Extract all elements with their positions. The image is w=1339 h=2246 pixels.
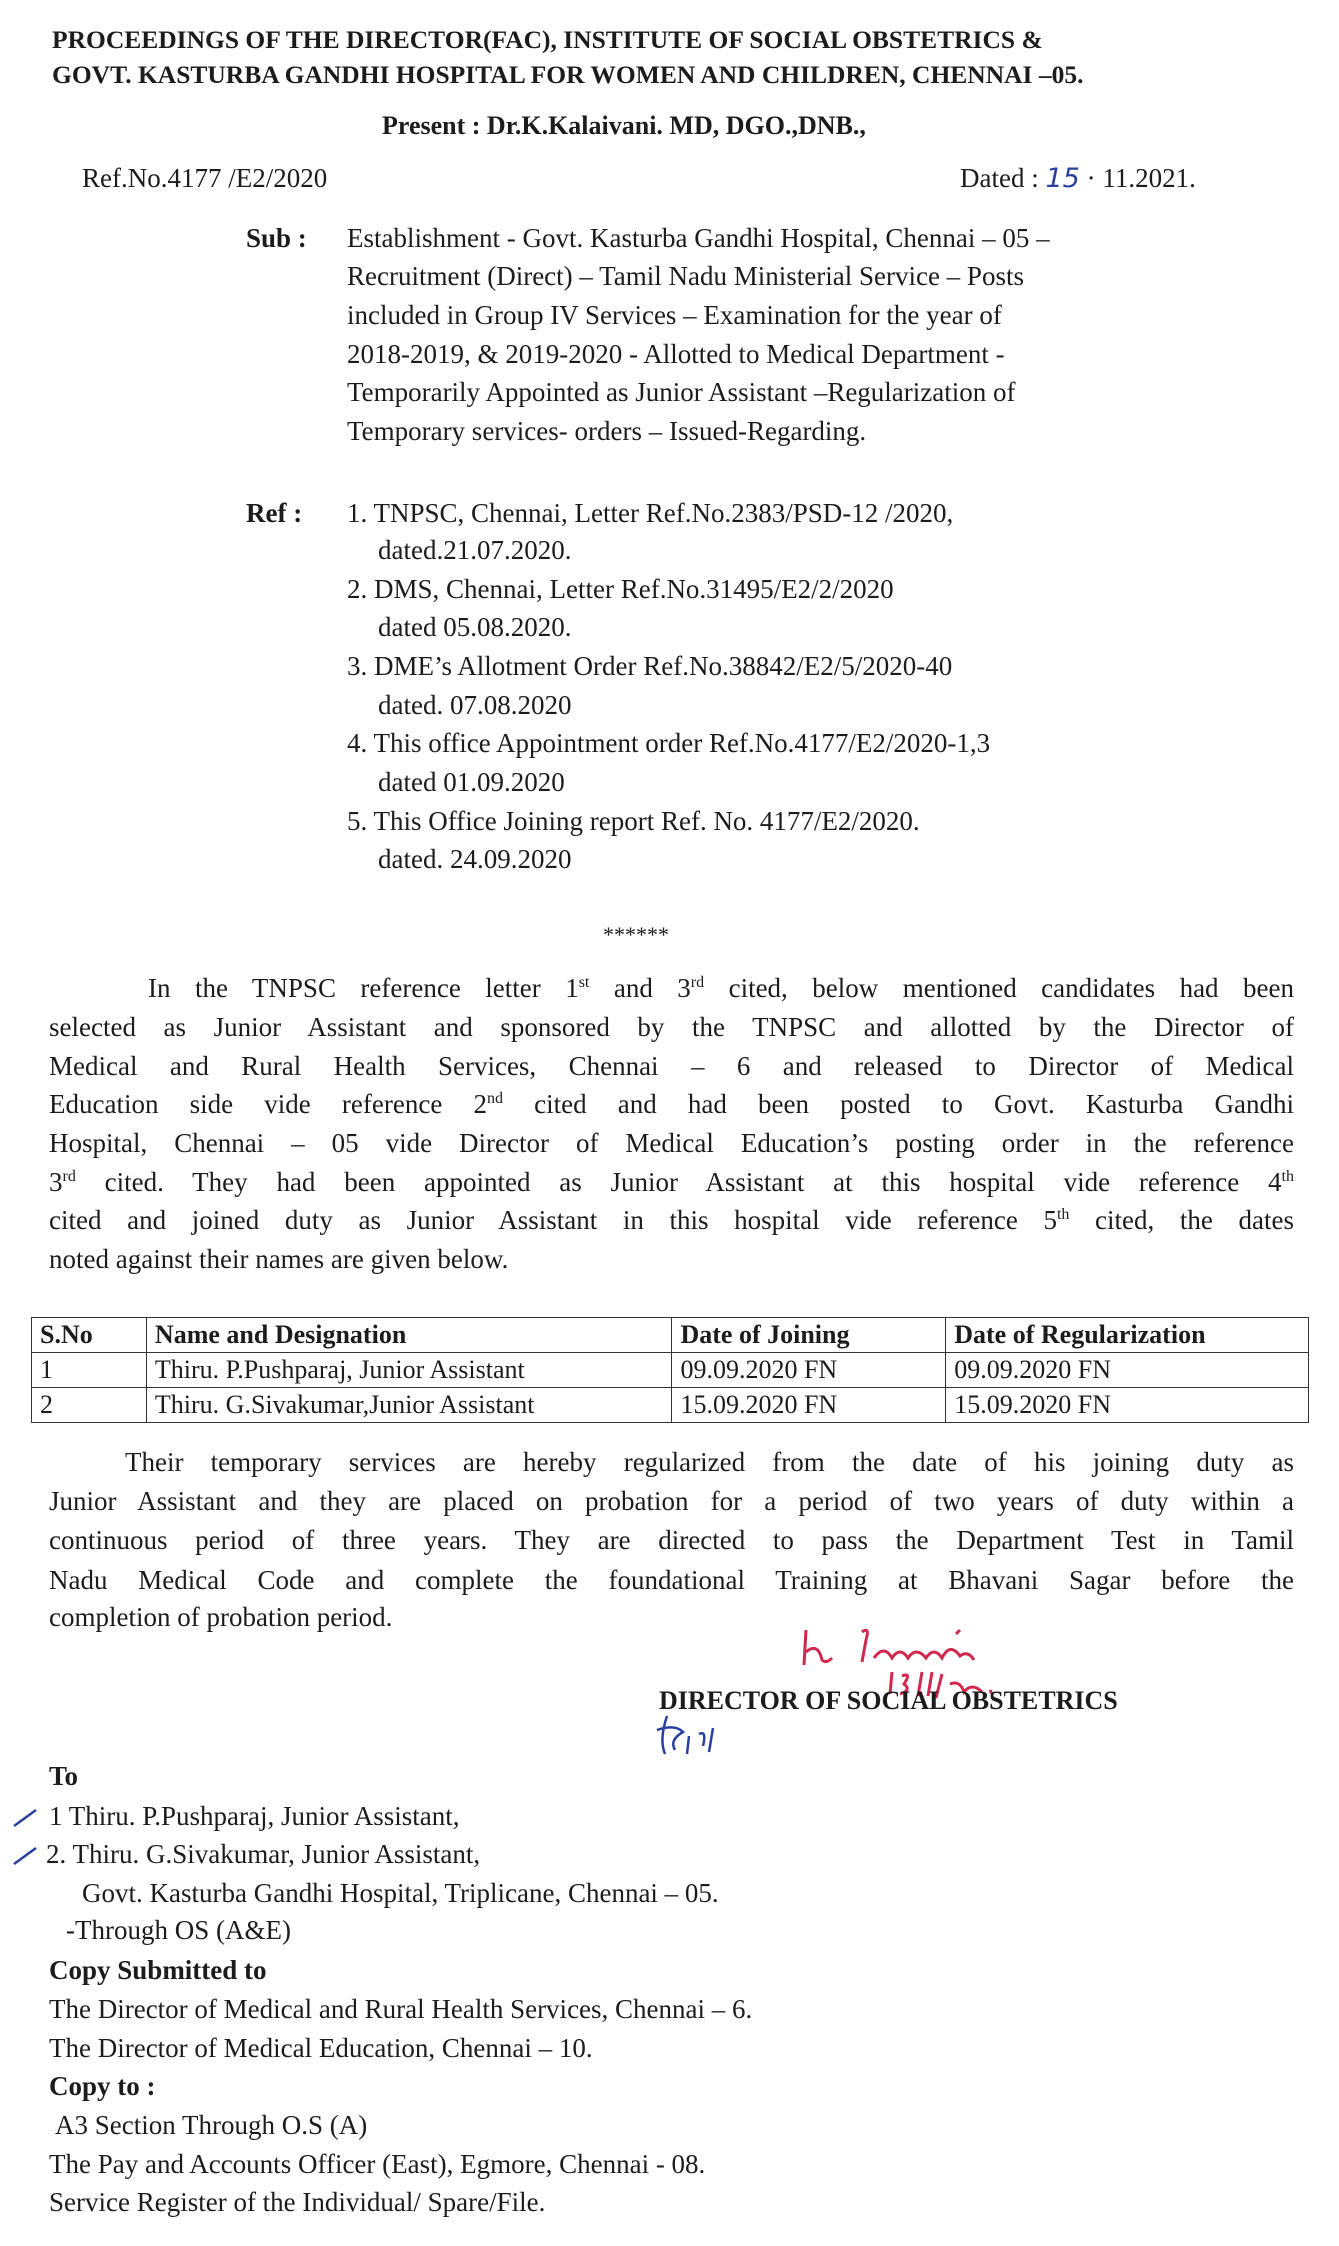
- copy-to-line: A3 Section Through O.S (A): [55, 2110, 368, 2140]
- reference-item-date: dated.21.07.2020.: [378, 535, 572, 565]
- cell-joining: 09.09.2020 FN: [672, 1353, 946, 1388]
- reference-item: 4. This office Appointment order Ref.No.4177/E2/2020-1,3: [347, 728, 991, 758]
- header-regularization: Date of Regularization: [946, 1318, 1309, 1353]
- table-row: [32, 1388, 1309, 1423]
- subject-line: Temporarily Appointed as Junior Assistant –Regularization of: [347, 377, 1016, 407]
- tick-mark-icon: [10, 1806, 40, 1830]
- reference-item-date: dated. 24.09.2020: [378, 844, 572, 874]
- paragraph-line: Medical and Rural Health Services, Chennai – 6 and released to Director of Medical: [49, 1051, 1294, 1081]
- candidates-table: [31, 1317, 1309, 1423]
- cell-regularization: 15.09.2020 FN: [946, 1388, 1309, 1423]
- dated-day-handwritten: 15: [1045, 163, 1080, 194]
- dated-label: Dated :: [960, 163, 1039, 193]
- table-row: [32, 1353, 1309, 1388]
- reference-item: 1. TNPSC, Chennai, Letter Ref.No.2383/PSD-12 /2020,: [347, 498, 954, 528]
- paragraph-line: selected as Junior Assistant and sponsored by the TNPSC and allotted by the Director of: [49, 1012, 1294, 1042]
- reference-item: 2. DMS, Chennai, Letter Ref.No.31495/E2/2/2020: [347, 574, 894, 604]
- paragraph-line: continuous period of three years. They are directed to pass the Department Test in Tamil: [49, 1525, 1294, 1555]
- subject-line: included in Group IV Services – Examination for the year of: [347, 300, 1002, 330]
- paragraph-line: cited and joined duty as Junior Assistant in this hospital vide reference 5th cited, the dates: [49, 1205, 1294, 1235]
- copy-to-line: Service Register of the Individual/ Spare/File.: [49, 2187, 546, 2217]
- to-line: Govt. Kasturba Gandhi Hospital, Triplicane, Chennai – 05.: [82, 1878, 719, 1908]
- copy-to-label: Copy to :: [49, 2071, 156, 2101]
- paragraph-line: noted against their names are given below.: [49, 1244, 509, 1274]
- header-joining: Date of Joining: [672, 1318, 946, 1353]
- signatory-title: DIRECTOR OF SOCIAL OBSTETRICS: [659, 1686, 1118, 1715]
- paragraph-line: completion of probation period.: [49, 1602, 393, 1632]
- reference-item-date: dated 01.09.2020: [378, 767, 565, 797]
- cell-sno: 1: [32, 1353, 147, 1388]
- to-line: 2. Thiru. G.Sivakumar, Junior Assistant,: [46, 1839, 481, 1869]
- header-line-1: PROCEEDINGS OF THE DIRECTOR(FAC), INSTITUTE OF SOCIAL OBSTETRICS &: [52, 25, 1043, 54]
- dated: [960, 163, 1196, 194]
- paragraph-line: Education side vide reference 2nd cited and had been posted to Govt. Kasturba Gandhi: [49, 1089, 1294, 1119]
- subject-line: Recruitment (Direct) – Tamil Nadu Ministerial Service – Posts: [347, 261, 1024, 291]
- ref-number: Ref.No.4177 /E2/2020: [82, 163, 328, 193]
- copy-submitted-label: Copy Submitted to: [49, 1955, 267, 1985]
- reference-item-date: dated. 07.08.2020: [378, 690, 572, 720]
- paragraph-line: Their temporary services are hereby regularized from the date of his joining duty as: [125, 1447, 1294, 1477]
- copy-submitted-line: The Director of Medical Education, Chennai – 10.: [49, 2033, 593, 2063]
- paragraph-line: Junior Assistant and they are placed on probation for a period of two years of duty within a: [49, 1486, 1294, 1516]
- copy-to-line: The Pay and Accounts Officer (East), Egmore, Chennai - 08.: [49, 2149, 706, 2179]
- dated-rest: · 11.2021.: [1086, 163, 1196, 193]
- cell-name: Thiru. P.Pushparaj, Junior Assistant: [146, 1353, 672, 1388]
- cell-name: Thiru. G.Sivakumar,Junior Assistant: [146, 1388, 672, 1423]
- header-name: Name and Designation: [146, 1318, 672, 1353]
- paragraph-line: 3rd cited. They had been appointed as Junior Assistant at this hospital vide reference 4th: [49, 1167, 1294, 1197]
- subject-line: 2018-2019, & 2019-2020 - Allotted to Medical Department -: [347, 339, 1005, 369]
- present-line: Present : Dr.K.Kalaivani. MD, DGO.,DNB.,: [382, 111, 866, 140]
- reference-item-date: dated 05.08.2020.: [378, 612, 572, 642]
- table-header-row: [32, 1318, 1309, 1353]
- cell-regularization: 09.09.2020 FN: [946, 1353, 1309, 1388]
- paragraph-line: In the TNPSC reference letter 1st and 3rd cited, below mentioned candidates had been: [148, 973, 1294, 1003]
- to-line: -Through OS (A&E): [66, 1915, 291, 1945]
- reference-item: 3. DME’s Allotment Order Ref.No.38842/E2/5/2020-40: [347, 651, 953, 681]
- subject-line: Temporary services- orders – Issued-Regarding.: [347, 416, 867, 446]
- tick-mark-icon: [10, 1844, 40, 1868]
- cell-joining: 15.09.2020 FN: [672, 1388, 946, 1423]
- subject-line: Establishment - Govt. Kasturba Gandhi Hospital, Chennai – 05 –: [347, 223, 1050, 253]
- to-line: 1 Thiru. P.Pushparaj, Junior Assistant,: [49, 1801, 460, 1831]
- blue-initials: [655, 1710, 755, 1760]
- separator: ******: [603, 922, 669, 947]
- header-line-2: GOVT. KASTURBA GANDHI HOSPITAL FOR WOMEN AND CHILDREN, CHENNAI –05.: [52, 60, 1084, 89]
- header-sno: S.No: [32, 1318, 147, 1353]
- paragraph-line: Hospital, Chennai – 05 vide Director of Medical Education’s posting order in the reference: [49, 1128, 1294, 1158]
- subject-label: Sub :: [246, 223, 307, 253]
- to-label: To: [49, 1761, 79, 1791]
- paragraph-line: Nadu Medical Code and complete the foundational Training at Bhavani Sagar before the: [49, 1565, 1294, 1595]
- cell-sno: 2: [32, 1388, 147, 1423]
- copy-submitted-line: The Director of Medical and Rural Health Services, Chennai – 6.: [49, 1994, 753, 2024]
- references-label: Ref :: [246, 498, 303, 528]
- reference-item: 5. This Office Joining report Ref. No. 4177/E2/2020.: [347, 806, 920, 836]
